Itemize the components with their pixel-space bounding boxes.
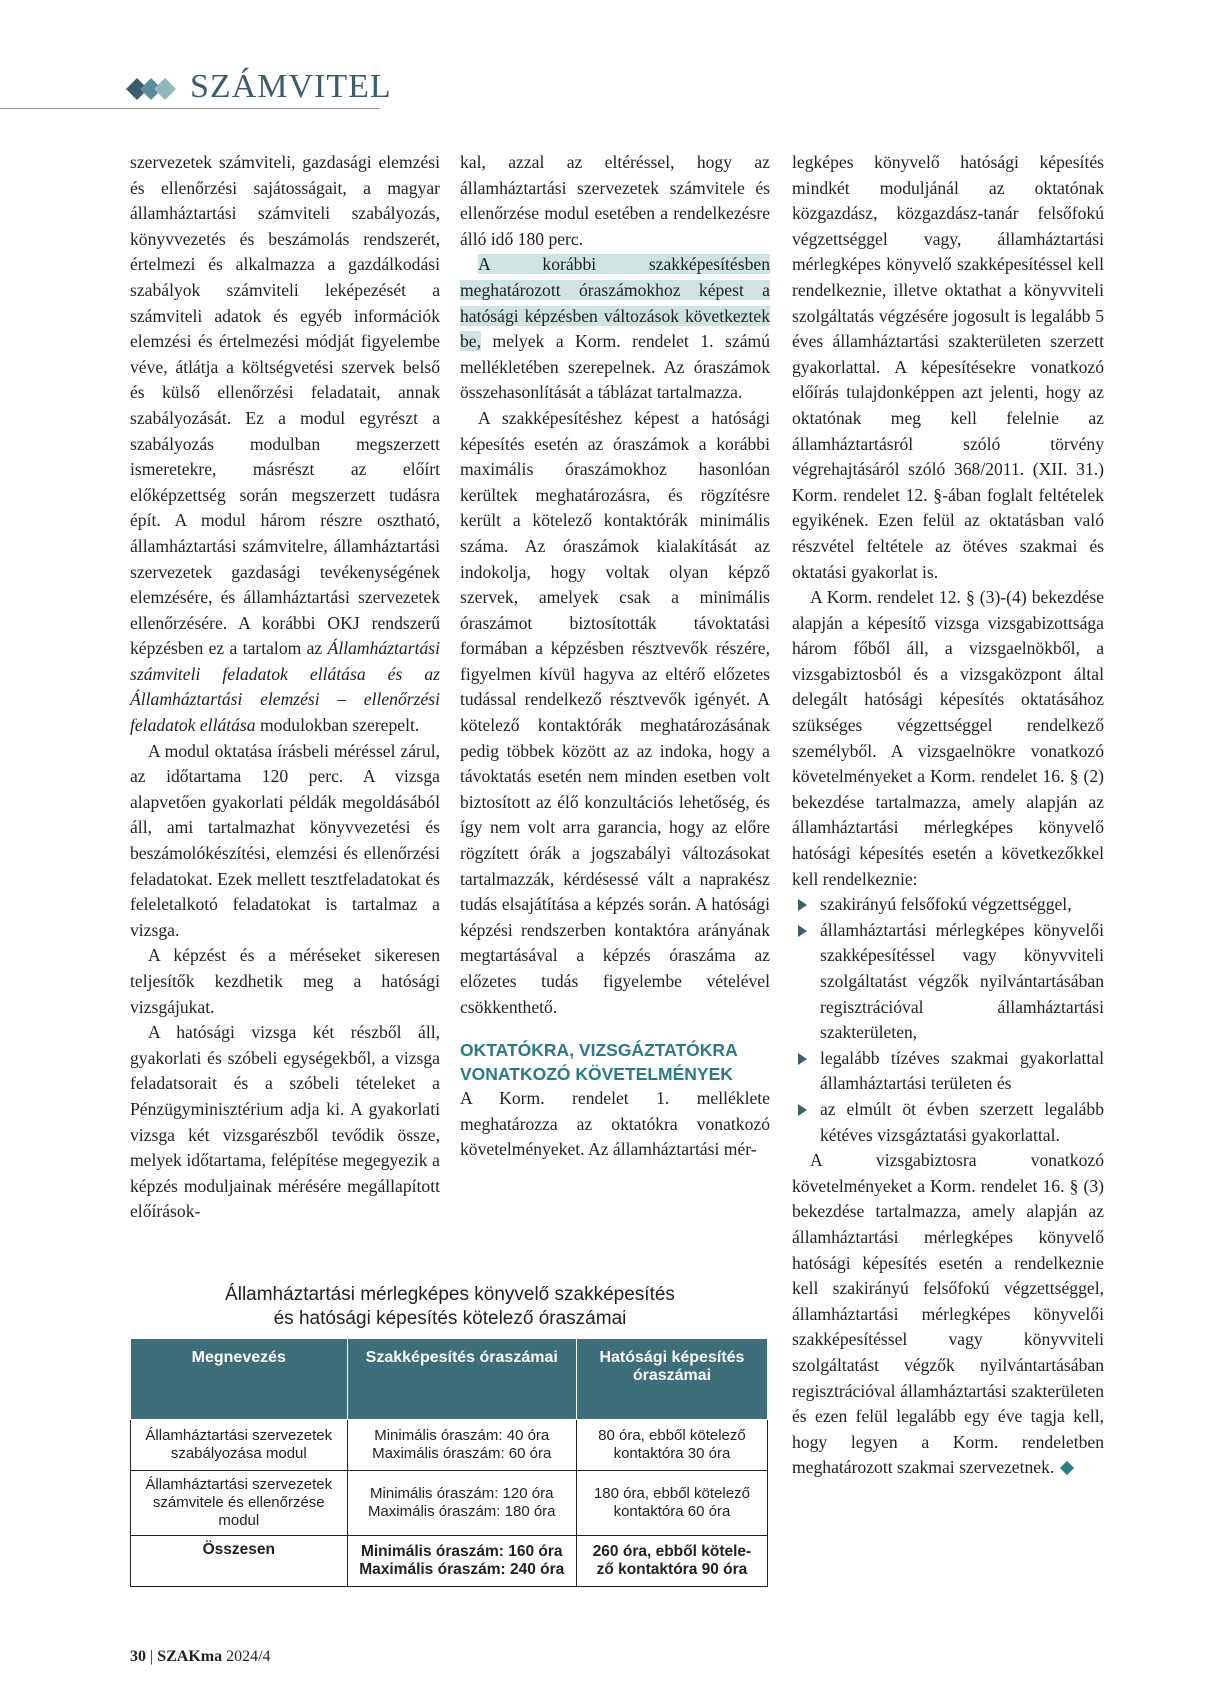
table-cell: Minimális óraszám: 160 óra Maximális óraszám: 240 óra [347, 1536, 576, 1587]
section-heading: OKTATÓKRA, VIZSGÁZTATÓKRA VONATKOZÓ KÖVETELMÉNYEK [460, 1040, 738, 1085]
paragraph: A hatósági vizsga két részből áll, gyakorlati és szóbeli egységekből, a vizsga feladatsorait és a szóbeli tételeket a Pénzügyminisztérium adja ki. A gyakorlati vizsga két vizsgarészből tevődik össze, melyek időtartama, felépítése megegyezik a képzés moduljainak mérésére megállapított előírások- [130, 1022, 440, 1222]
page-number: 30 [130, 1648, 146, 1665]
column-header: Hatósági képesítés óraszámai [576, 1339, 767, 1420]
section-title: SZÁMVITEL [190, 68, 392, 105]
list-item: az elmúlt öt évben szerzett legalább kétéves vizsgáztatási gyakorlattal. [820, 1097, 1104, 1148]
column-2 [460, 150, 770, 1163]
paragraph: legképes könyvelő hatósági képesítés mindkét moduljánál az oktatónak közgazdász, közgazdász-tanár felsőfokú végzettséggel vagy, államháztartási mérlegképes könyvelő szakképesítéssel kell rendelkeznie, illetve oktathat a könyvviteli szolgáltatás végzésére jogosult is legalább 5 éves államháztartási szakterületen szerzett gyakorlattal. A képesítésekre vonatkozó előírás tulajdonképpen azt jelenti, hogy az oktatónak meg kell felelnie az államháztartásról szóló törvény végrehajtásáról szóló 368/2011. (XII. 31.) Korm. rendelet 12. §-ában foglalt feltételek egyikének. Ezen felül az oktatásban való részvétel feltétele az ötéves szakmai és oktatási gyakorlat is. [792, 152, 1104, 582]
table-row [131, 1420, 768, 1471]
hours-table [130, 1338, 768, 1587]
table-cell: Minimális óraszám: 40 óra Maximális óraszám: 60 óra [347, 1420, 576, 1471]
paragraph: A modul oktatása írásbeli méréssel zárul, az időtartama 120 perc. A vizsga alapvetően gyakorlati példák megoldásából áll, ami tartalmazhat könyvvezetési és beszámolókészítési, elemzési és ellenőrzési feladatokat. Ezek mellett tesztfeladatokat és feleletalkotó feladatokat is tartalmaz a vizsga. [130, 740, 440, 940]
triangle-bullet-icon [798, 899, 807, 911]
diamonds-icon [126, 78, 186, 100]
paragraph: A Korm. rendelet 12. § (3)-(4) bekezdése alapján a képesítő vizsga vizsgabizottsága három főből áll, a vizsgaelnökből, a vizsgabiztosból és a vizsgaközpont által delegált hatósági képesítés oktatásához szükséges végzettséggel rendelkező személyből. A vizsgaelnökre vonatkozó követelményeket a Korm. rendelet 16. § (2) bekezdése tartalmazza, amely alapján az államháztartási mérlegképes könyvelő hatósági képesítés esetén a következőkkel kell rendelkeznie: [792, 587, 1104, 889]
paragraph: A szakképesítéshez képest a hatósági képesítés esetén az óraszámok a korábbi maximális óraszámokhoz hasonlóan kerültek meghatározásra, és rögzítésre került a kötelező kontaktórák minimális száma. Az óraszámok kialakítását az indokolja, hogy voltak olyan képző szervek, amelyek csak a minimális óraszámot biztosították távoktatási formában a képzésben résztvevők részére, figyelmen kívül hagyva az eltérő előzetes tudással rendelkező résztvevők igényét. A kötelező kontaktórák meghatározásának pedig többek között az az indoka, hogy a távoktatás esetén nem minden esetben volt biztosított az élő konzultációs lehetőség, és így nem volt arra garancia, hogy az előre rögzített órák a jogszabályi változásokat tartalmazzák, kérdésessé vált a naprakész tudás elsajátítása a képzés során. A hatósági képzési rendszerben kontaktóra arányának megtartásával a képzés óraszáma az előzetes tudás figyelembe vételével csökkenthető. [460, 407, 770, 1017]
italic-text: Államháztartási számviteli feladatok ellátása és az Államháztartási elemzési – ellenőrzési feladatok ellátása [130, 638, 440, 736]
column-3 [792, 150, 1104, 1481]
paragraph: A korábbi szakképesítésben meghatározott óraszámokhoz képest a hatósági képzésben változások következtek be, melyek a Korm. rendelet 1. számú mellékletében szerepelnek. Az óraszámok összehasonlítását a táblázat tartalmazza. [460, 254, 770, 403]
table-cell: Összesen [131, 1536, 348, 1587]
table-title: Államháztartási mérlegképes könyvelő szakképesítés és hatósági képesítés kötelező óraszámai [225, 1284, 675, 1329]
paragraph: kal, azzal az eltéréssel, hogy az államháztartási szervezetek számvitele és ellenőrzése modul esetében a rendelkezésre álló idő 180 perc. [460, 152, 770, 249]
paragraph: A képzést és a méréseket sikeresen teljesítők kezdhetik meg a hatósági vizsgájukat. [130, 945, 440, 1017]
table-cell: 260 óra, ebből kötele- ző kontaktóra 90 óra [576, 1536, 767, 1587]
list-item: szakirányú felsőfokú végzettséggel, [820, 892, 1104, 918]
section-header [0, 60, 392, 110]
table-row [131, 1471, 768, 1536]
end-diamond-icon [1060, 1461, 1074, 1475]
footer-separator: | [150, 1648, 154, 1665]
table-cell: Minimális óraszám: 120 óra Maximális óraszám: 180 óra [347, 1471, 576, 1536]
paragraph: A Korm. rendelet 1. melléklete meghatározza az oktatókra vonatkozó követelményeket. Az államháztartási mér- [460, 1088, 770, 1160]
highlighted-text: A korábbi szakképesítésben meghatározott óraszámokhoz képest a hatósági képzésben változások következtek be, [460, 254, 770, 352]
triangle-bullet-icon [798, 925, 807, 937]
requirement-list [792, 892, 1104, 1148]
triangle-bullet-icon [798, 1053, 807, 1065]
table-cell: 180 óra, ebből kötelező kontaktóra 60 óra [576, 1471, 767, 1536]
header-rule [0, 108, 380, 109]
table-cell: 80 óra, ebből kötelező kontaktóra 30 óra [576, 1420, 767, 1471]
column-1 [130, 150, 440, 1225]
table-cell: Államháztartási szervezetek szabályozása modul [131, 1420, 348, 1471]
paragraph: szervezetek számviteli, gazdasági elemzési és ellenőrzési sajátosságait, a magyar államháztartási számviteli szabályozás, könyvvezetés és beszámolás rendszerét, értelmezi és alkalmazza a gazdálkodási szabályok számviteli leképezését a számviteli adatok és egyéb információk elemzési és értelmezési módját figyelembe véve, átlátja a költségvetési szervek belső és külső ellenőrzési feladatait, annak szabályozását. Ez a modul egyrészt a szabályozás modulban megszerzett ismeretekre, másrészt az előírt előképzettség során megszerzett tudásra épít. A modul három részre osztható, államháztartási számvitelre, államháztartási szervezetek gazdasági tevékenységének elemzésére, és államháztartási szervezetek ellenőrzésére. A korábbi OKJ rendszerű képzésben ez a tartalom az Államháztartási számviteli feladatok ellátása és az Államháztartási elemzési – ellenőrzési feladatok ellátása modulokban szerepelt. [130, 152, 440, 736]
column-header: Szakképesítés óraszámai [347, 1339, 576, 1420]
triangle-bullet-icon [798, 1104, 807, 1116]
column-header: Megnevezés [131, 1339, 348, 1420]
magazine-name: SZAKma [157, 1648, 223, 1665]
page-footer [130, 1648, 271, 1666]
list-item: legalább tízéves szakmai gyakorlattal államháztartási területen és [820, 1046, 1104, 1097]
table-header-row [131, 1339, 768, 1420]
paragraph: A vizsgabiztosra vonatkozó követelményeket a Korm. rendelet 16. § (3) bekezdése tartalmazza, amely alapján az államháztartási mérlegképes könyvelő hatósági képesítés esetén a rendelkeznie kell szakirányú felsőfokú végzettséggel, államháztartási mérlegképes könyvelői szakképesítéssel vagy könyvviteli szolgáltatást végzők nyilvántartásában regisztrációval államháztartási szakterületen és ezen felül legalább egy éve tagja kell, hogy legyen a Korm. rendeletben meghatározott szakmai szervezetnek. [792, 1150, 1104, 1478]
table-total-row [131, 1536, 768, 1587]
table-cell: Államháztartási szervezetek számvitele és ellenőrzése modul [131, 1471, 348, 1536]
list-item: államháztartási mérlegképes könyvelői szakképesítéssel vagy könyvviteli szolgáltatást végzők nyilvántartásában regisztrációval államháztartási szakterületen, [820, 918, 1104, 1046]
issue-number: 2024/4 [226, 1648, 271, 1665]
